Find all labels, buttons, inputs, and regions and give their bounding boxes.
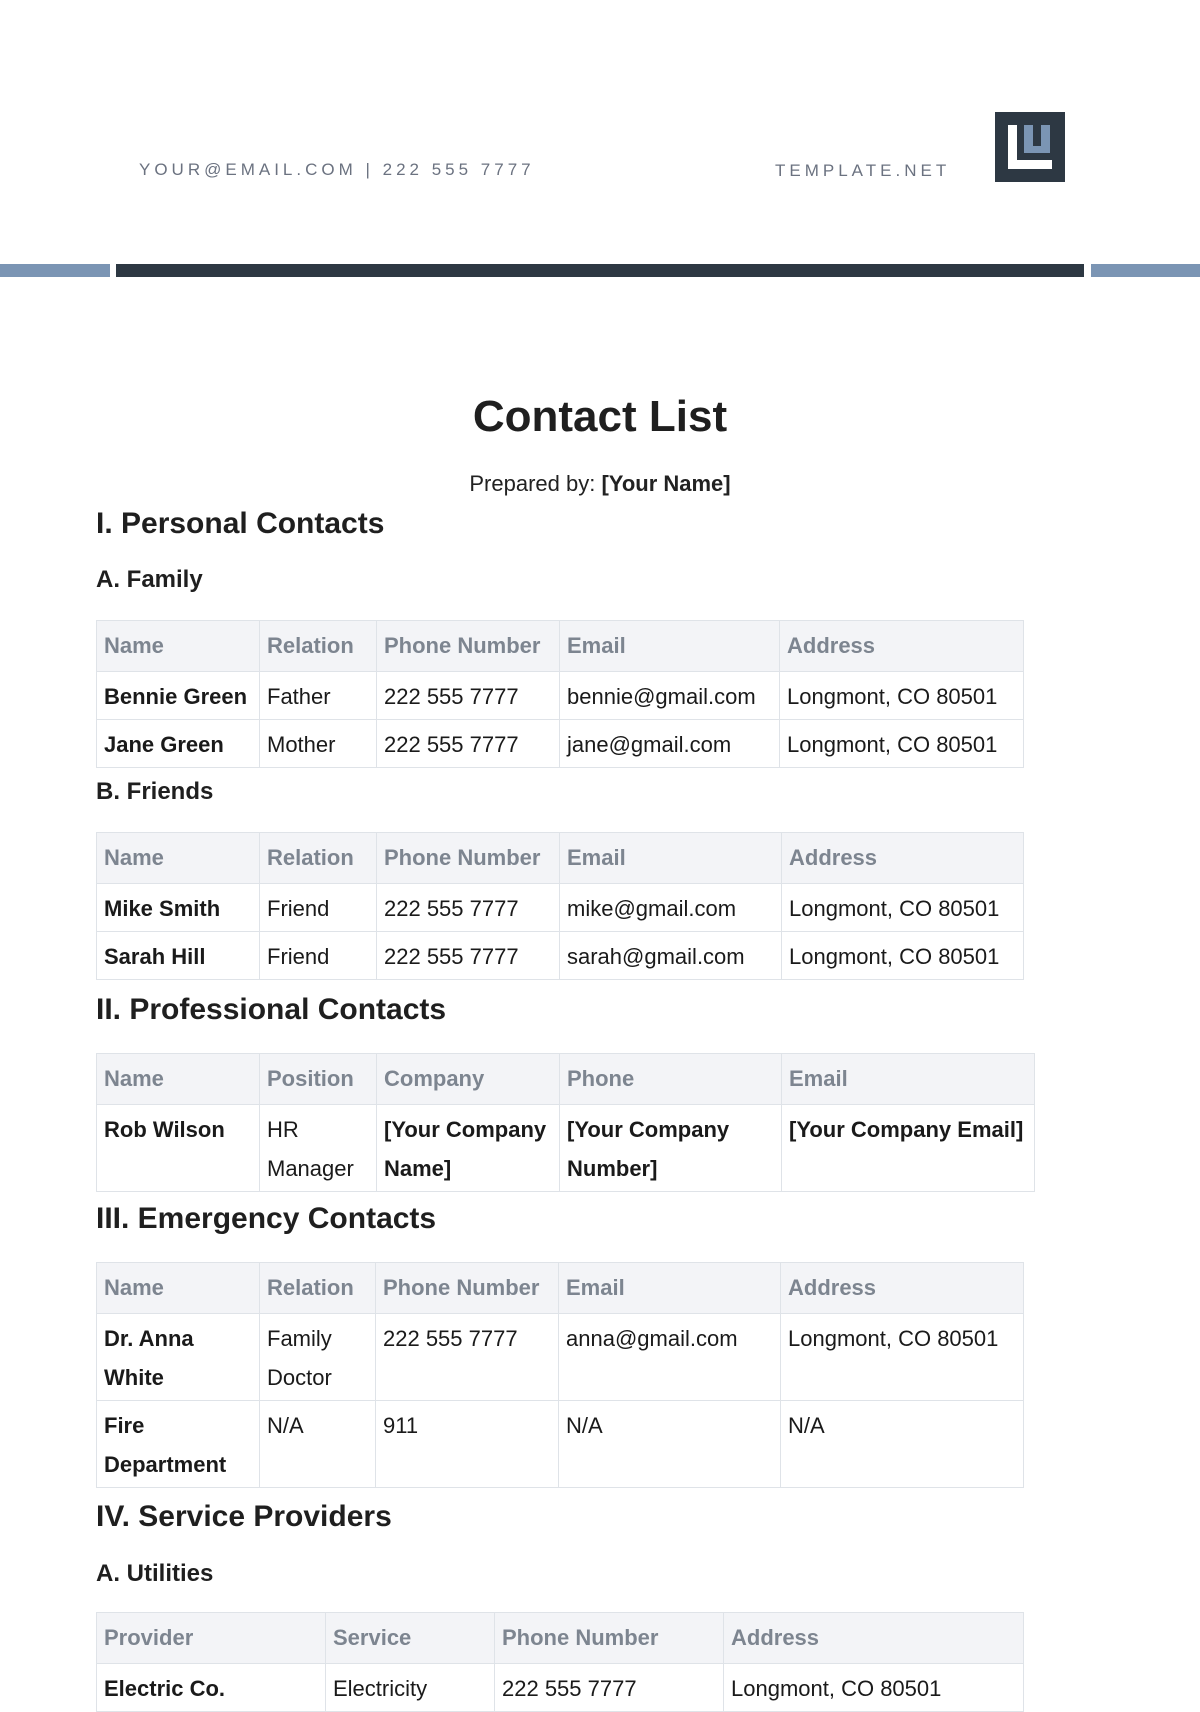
- address-cell: N/A: [781, 1401, 1024, 1488]
- address-cell: Longmont, CO 80501: [724, 1664, 1024, 1712]
- email-cell: mike@gmail.com: [560, 884, 782, 932]
- column-header: Email: [560, 621, 780, 672]
- table-header-row: [97, 1054, 1035, 1105]
- contact-name: Dr. Anna White: [97, 1314, 260, 1401]
- relation-cell: Friend: [260, 932, 377, 980]
- section-heading-professional: II. Professional Contacts: [96, 993, 447, 1026]
- relation-cell: Family Doctor: [260, 1314, 376, 1401]
- contact-name: Bennie Green: [97, 672, 260, 720]
- column-header: Email: [560, 833, 782, 884]
- family-table: [96, 620, 1024, 768]
- prepared-label: Prepared by:: [469, 471, 596, 496]
- phone-cell: 222 555 7777: [377, 932, 560, 980]
- phone-cell: 222 555 7777: [377, 672, 560, 720]
- column-header: Email: [559, 1263, 781, 1314]
- column-header: Address: [782, 833, 1024, 884]
- section-heading-service: IV. Service Providers: [96, 1500, 392, 1533]
- table-header-row: [97, 833, 1024, 884]
- table-row: [97, 1664, 1024, 1712]
- phone-cell: [Your Company Number]: [560, 1105, 782, 1192]
- phone-cell: 222 555 7777: [495, 1664, 724, 1712]
- utilities-table: [96, 1612, 1024, 1712]
- contact-name: Fire Department: [97, 1401, 260, 1488]
- column-header: Service: [326, 1613, 495, 1664]
- email-cell: jane@gmail.com: [560, 720, 780, 768]
- column-header: Name: [97, 1054, 260, 1105]
- section-heading-personal: I. Personal Contacts: [96, 507, 385, 540]
- column-header: Relation: [260, 621, 377, 672]
- position-cell: HR Manager: [260, 1105, 377, 1192]
- address-cell: Longmont, CO 80501: [780, 720, 1024, 768]
- contact-name: Mike Smith: [97, 884, 260, 932]
- prepared-by: [0, 471, 1200, 497]
- column-header: Phone Number: [376, 1263, 559, 1314]
- relation-cell: N/A: [260, 1401, 376, 1488]
- column-header: Name: [97, 833, 260, 884]
- subsection-heading-utilities: A. Utilities: [96, 1560, 214, 1587]
- column-header: Provider: [97, 1613, 326, 1664]
- friends-table: [96, 832, 1024, 980]
- table-row: [97, 672, 1024, 720]
- phone-cell: 222 555 7777: [377, 720, 560, 768]
- table-header-row: [97, 1613, 1024, 1664]
- provider-name: Electric Co.: [97, 1664, 326, 1712]
- column-header: Relation: [260, 1263, 376, 1314]
- relation-cell: Friend: [260, 884, 377, 932]
- column-header: Phone Number: [495, 1613, 724, 1664]
- service-cell: Electricity: [326, 1664, 495, 1712]
- column-header: Phone: [560, 1054, 782, 1105]
- table-row: [97, 1314, 1024, 1401]
- prepared-name: [Your Name]: [601, 471, 731, 496]
- column-header: Name: [97, 1263, 260, 1314]
- column-header: Relation: [260, 833, 377, 884]
- table-header-row: [97, 621, 1024, 672]
- column-header: Phone Number: [377, 621, 560, 672]
- relation-cell: Mother: [260, 720, 377, 768]
- header-bar-right: [1091, 264, 1200, 277]
- email-cell: anna@gmail.com: [559, 1314, 781, 1401]
- column-header: Address: [780, 621, 1024, 672]
- table-header-row: [97, 1263, 1024, 1314]
- column-header: Company: [377, 1054, 560, 1105]
- table-row: [97, 1105, 1035, 1192]
- email-cell: bennie@gmail.com: [560, 672, 780, 720]
- contact-name: Rob Wilson: [97, 1105, 260, 1192]
- emergency-table: [96, 1262, 1024, 1488]
- email-cell: N/A: [559, 1401, 781, 1488]
- subsection-heading-friends: B. Friends: [96, 778, 214, 805]
- address-cell: Longmont, CO 80501: [780, 672, 1024, 720]
- subsection-heading-family: A. Family: [96, 566, 203, 593]
- address-cell: Longmont, CO 80501: [781, 1314, 1024, 1401]
- contact-name: Jane Green: [97, 720, 260, 768]
- header-bar-left: [0, 264, 110, 277]
- column-header: Position: [260, 1054, 377, 1105]
- phone-cell: 222 555 7777: [377, 884, 560, 932]
- phone-cell: 222 555 7777: [376, 1314, 559, 1401]
- address-cell: Longmont, CO 80501: [782, 932, 1024, 980]
- logo-icon: [995, 112, 1065, 182]
- professional-table: [96, 1053, 1035, 1192]
- column-header: Address: [724, 1613, 1024, 1664]
- column-header: Address: [781, 1263, 1024, 1314]
- document-title: Contact List: [472, 392, 728, 441]
- table-row: [97, 1401, 1024, 1488]
- phone-cell: 911: [376, 1401, 559, 1488]
- contact-name: Sarah Hill: [97, 932, 260, 980]
- header-site-name: TEMPLATE.NET: [775, 161, 951, 180]
- email-cell: sarah@gmail.com: [560, 932, 782, 980]
- relation-cell: Father: [260, 672, 377, 720]
- table-row: [97, 932, 1024, 980]
- header-bar-main: [116, 264, 1084, 277]
- table-row: [97, 884, 1024, 932]
- column-header: Name: [97, 621, 260, 672]
- header-contact-info: YOUR@EMAIL.COM | 222 555 7777: [139, 160, 535, 179]
- column-header: Email: [782, 1054, 1035, 1105]
- company-cell: [Your Company Name]: [377, 1105, 560, 1192]
- section-heading-emergency: III. Emergency Contacts: [96, 1202, 437, 1235]
- column-header: Phone Number: [377, 833, 560, 884]
- email-cell: [Your Company Email]: [782, 1105, 1035, 1192]
- table-row: [97, 720, 1024, 768]
- address-cell: Longmont, CO 80501: [782, 884, 1024, 932]
